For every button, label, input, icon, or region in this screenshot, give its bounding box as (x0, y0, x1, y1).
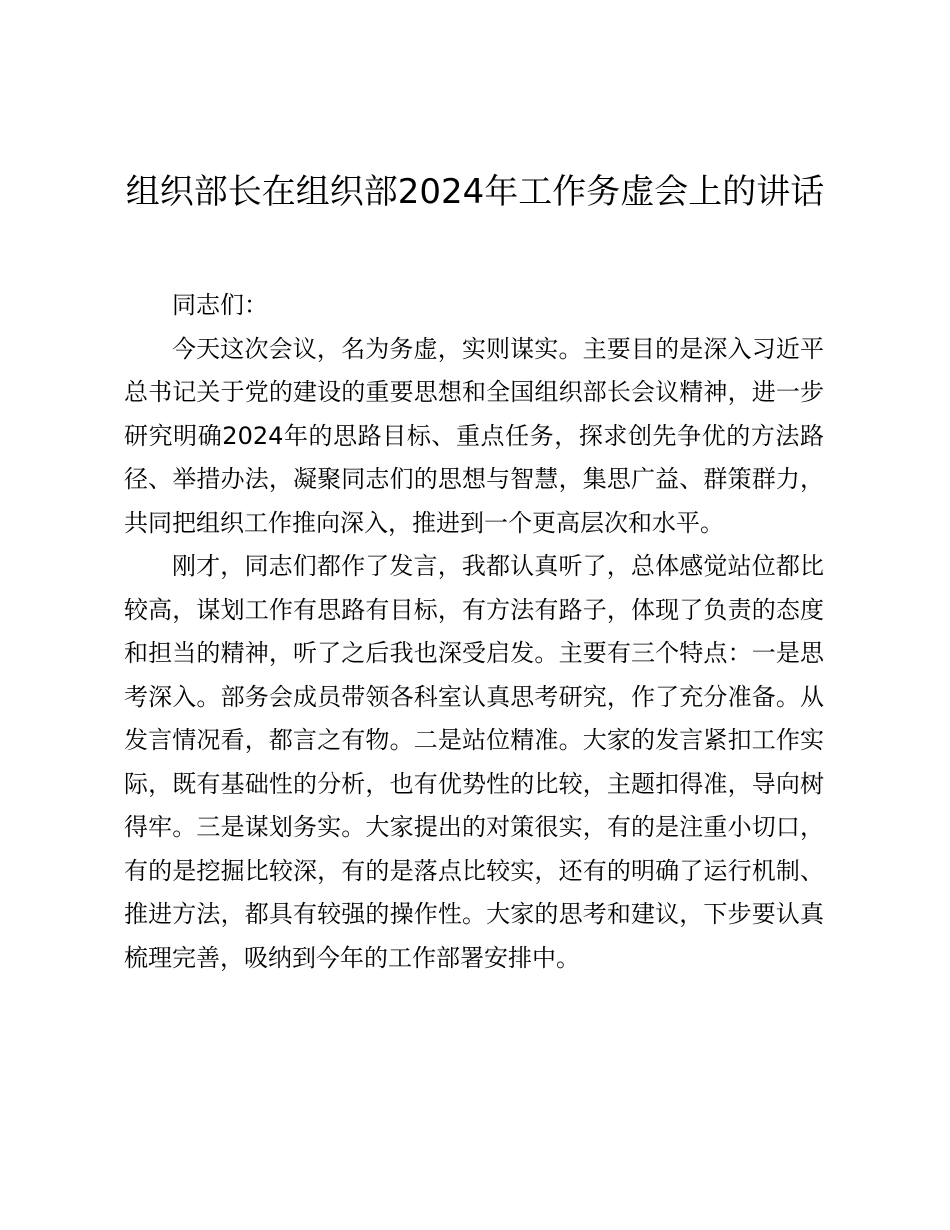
document-title: 组织部长在组织部2024年工作务虚会上的讲话 (125, 172, 825, 212)
paragraph-1: 今天这次会议，名为务虚，实则谋实。主要目的是深入习近平总书记关于党的建设的重要思想和全国组织部长会议精神，进一步研究明确2024年的思路目标、重点任务，探求创先争优的方法路径、举措办法，凝聚同志们的思想与智慧，集思广益、群策群力，共同把组织工作推向深入，推进到一个更高层次和水平。 (124, 334, 824, 537)
paragraph-2: 刚才，同志们都作了发言，我都认真听了，总体感觉站位都比较高，谋划工作有思路有目标，有方法有路子，体现了负责的态度和担当的精神，听了之后我也深受启发。主要有三个特点：一是思考深入。部务会成员带领各科室认真思考研究，作了充分准备。从发言情况看，都言之有物。二是站位精准。大家的发言紧扣工作实际，既有基础性的分析，也有优势性的比较，主题扣得准，导向树得牢。三是谋划务实。大家提出的对策很实，有的是注重小切口，有的是挖掘比较深，有的是落点比较实，还有的明确了运行机制、推进方法，都具有较强的操作性。大家的思考和建议，下步要认真梳理完善，吸纳到今年的工作部署安排中。 (124, 552, 824, 972)
document-body (124, 284, 824, 980)
salutation: 同志们： (172, 291, 268, 319)
